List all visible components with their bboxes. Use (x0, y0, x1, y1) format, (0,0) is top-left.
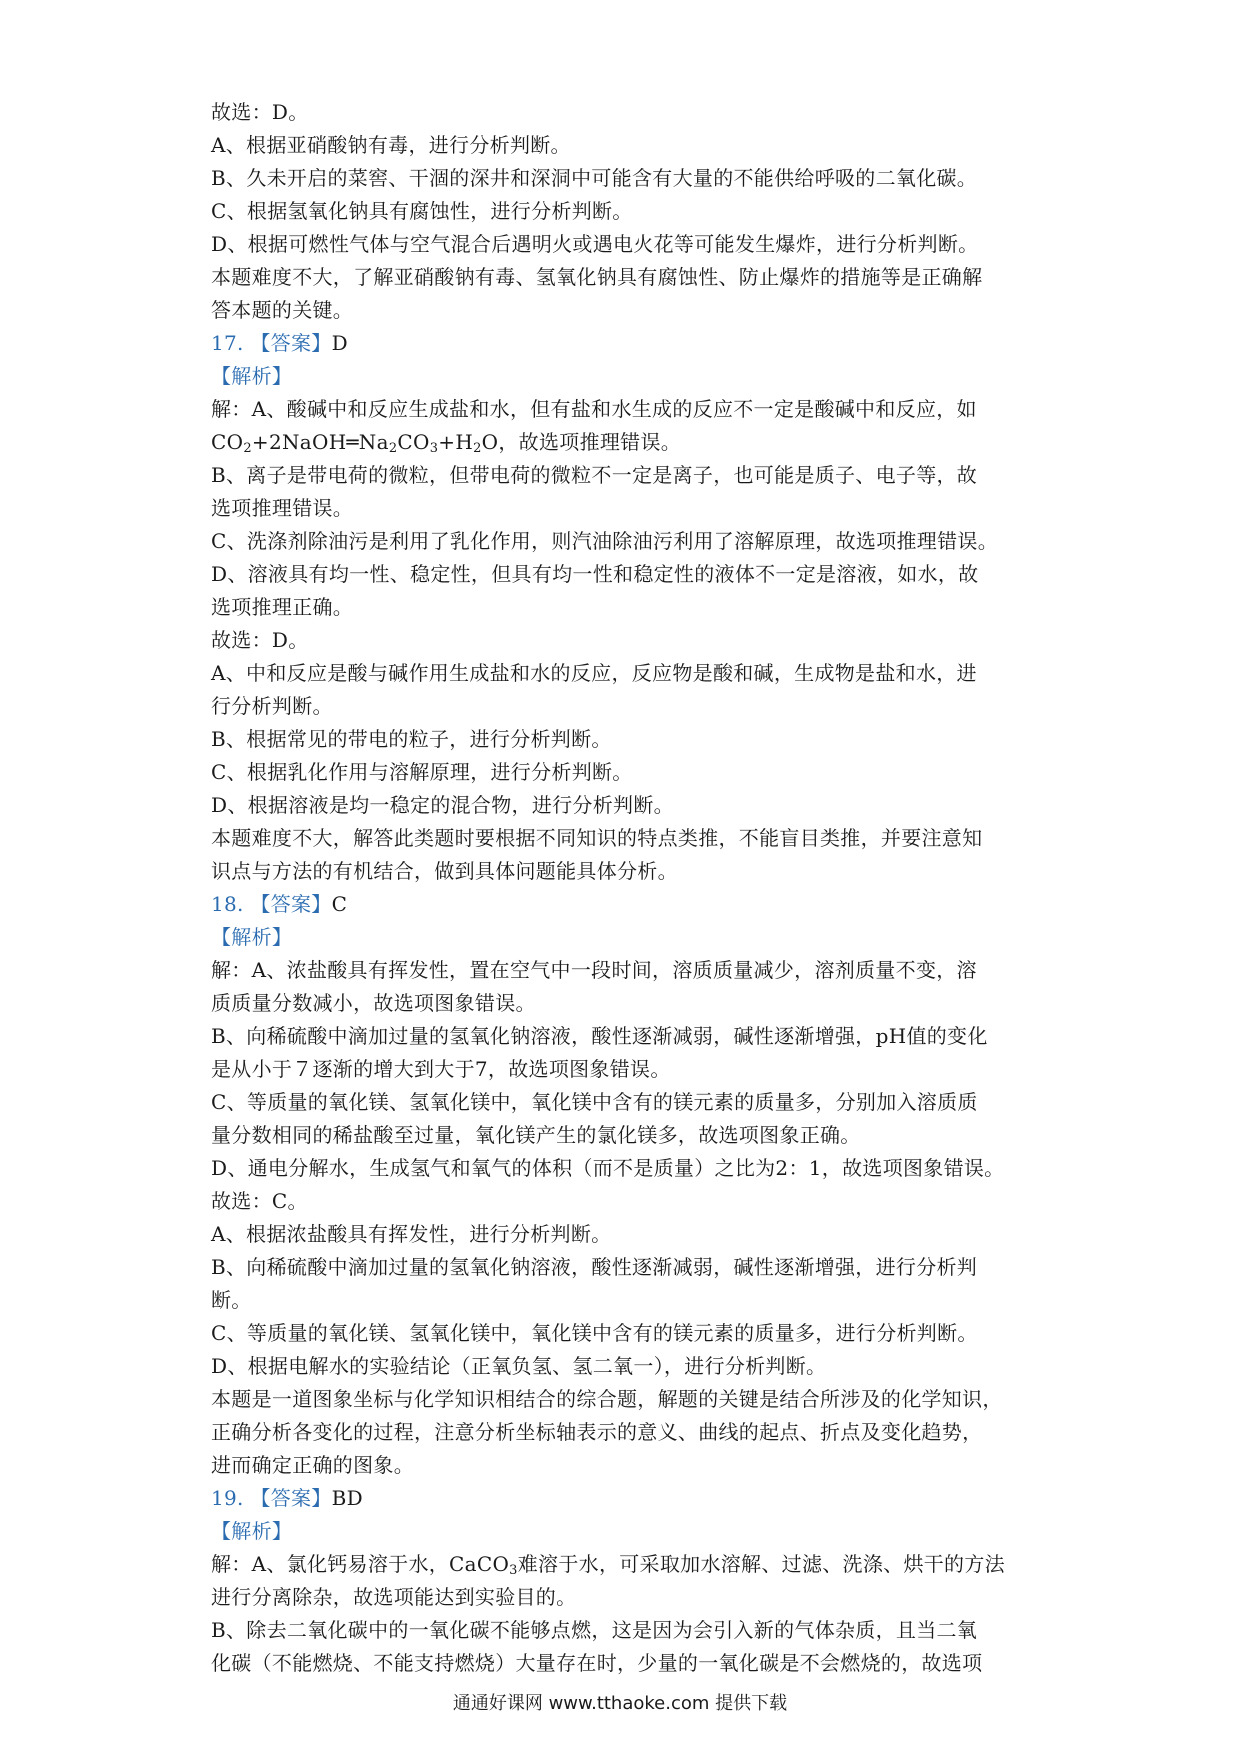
text-line: 解：A、酸碱中和反应生成盐和水，但有盐和水生成的反应不一定是酸碱中和反应，如 (211, 397, 977, 421)
question-number: 19. (211, 1486, 244, 1510)
analysis-label: 【解析】 (211, 925, 293, 949)
text-line: 识点与方法的有机结合，做到具体问题能具体分析。 (211, 859, 678, 883)
answer-value: BD (331, 1486, 363, 1510)
text-line: 解：A、氯化钙易溶于水，CaCO$_3$难溶于水，可采取加水溶解、过滤、洗涤、烘干的方法 (211, 1552, 1005, 1578)
text-line: D、溶液具有均一性、稳定性，但具有均一性和稳定性的液体不一定是溶液，如水，故 (211, 562, 979, 586)
text-line: A、中和反应是酸与碱作用生成盐和水的反应，反应物是酸和碱，生成物是盐和水，进 (211, 661, 977, 685)
question-number: 18. (211, 892, 244, 916)
text-line: 本题难度不大，解答此类题时要根据不同知识的特点类推，不能盲目类推，并要注意知 (211, 826, 983, 850)
answer-label: 【答案】 (250, 1486, 332, 1510)
text-line: 量分数相同的稀盐酸至过量，氧化镁产生的氯化镁多，故选项图象正确。 (211, 1123, 861, 1147)
analysis-label: 【解析】 (211, 1519, 293, 1543)
text-line: 选项推理正确。 (211, 595, 354, 619)
text-line: 解：A、浓盐酸具有挥发性，置在空气中一段时间，溶质质量减少，溶剂质量不变，溶 (211, 958, 977, 982)
q18-answer-line (211, 888, 1051, 921)
text-line: 故选：D。 (211, 628, 309, 652)
text-line: B、除去二氧化碳中的一氧化碳不能够点燃，这是因为会引入新的气体杂质，且当二氧 (211, 1618, 978, 1642)
answer-value: D (331, 331, 348, 355)
answer-label: 【答案】 (250, 331, 332, 355)
text-line: B、久未开启的菜窖、干涸的深井和深洞中可能含有大量的不能供给呼吸的二氧化碳。 (211, 166, 978, 190)
text-line: 进行分离除杂，故选项能达到实验目的。 (211, 1585, 577, 1609)
text-line: B、离子是带电荷的微粒，但带电荷的微粒不一定是离子，也可能是质子、电子等，故 (211, 463, 978, 487)
q19-answer-line (211, 1482, 1051, 1515)
text-line: 正确分析各变化的过程，注意分析坐标轴表示的意义、曲线的起点、折点及变化趋势， (211, 1420, 983, 1444)
text-line: C、等质量的氧化镁、氢氧化镁中，氧化镁中含有的镁元素的质量多，进行分析判断。 (211, 1321, 978, 1345)
text-line: 断。 (211, 1288, 252, 1312)
text-line: 选项推理错误。 (211, 496, 354, 520)
text-line: 故选：C。 (211, 1189, 308, 1213)
text-line: C、根据乳化作用与溶解原理，进行分析判断。 (211, 760, 633, 784)
text-line: 答本题的关键。 (211, 298, 354, 322)
text-line: A、根据亚硝酸钠有毒，进行分析判断。 (211, 133, 571, 157)
text-line: D、根据可燃性气体与空气混合后遇明火或遇电火花等可能发生爆炸，进行分析判断。 (211, 232, 979, 256)
text-line: 质质量分数减小，故选项图象错误。 (211, 991, 536, 1015)
analysis-label: 【解析】 (211, 364, 293, 388)
text-line: B、根据常见的带电的粒子，进行分析判断。 (211, 727, 612, 751)
q17-answer-line (211, 327, 1051, 360)
text-line: 化碳（不能燃烧、不能支持燃烧）大量存在时，少量的一氧化碳是不会燃烧的，故选项 (211, 1651, 983, 1675)
answer-value: C (331, 892, 348, 916)
document-body (211, 96, 1051, 1680)
text-line: B、向稀硫酸中滴加过量的氢氧化钠溶液，酸性逐渐减弱，碱性逐渐增强，进行分析判 (211, 1255, 978, 1279)
text-line: 本题是一道图象坐标与化学知识相结合的综合题，解题的关键是结合所涉及的化学知识， (211, 1387, 1003, 1411)
text-line: D、根据电解水的实验结论（正氧负氢、氢二氧一），进行分析判断。 (211, 1354, 827, 1378)
text-line: D、通电分解水，生成氢气和氧气的体积（而不是质量）之比为2：1，故选项图象错误。 (211, 1156, 1005, 1180)
text-line: 是从小于７逐渐的增大到大于7，故选项图象错误。 (211, 1057, 671, 1081)
answer-label: 【答案】 (250, 892, 332, 916)
text-line: 故选：D。 (211, 100, 309, 124)
chemical-equation: $CO_2+2NaOH═Na_2CO_3+H_2O$，故选项推理错误。 (211, 430, 682, 456)
text-line: C、洗涤剂除油污是利用了乳化作用，则汽油除油污利用了溶解原理，故选项推理错误。 (211, 529, 999, 553)
text-line: 进而确定正确的图象。 (211, 1453, 414, 1477)
text-line: C、等质量的氧化镁、氢氧化镁中，氧化镁中含有的镁元素的质量多，分别加入溶质质 (211, 1090, 978, 1114)
page-footer: 通通好课网 www.tthaoke.com 提供下载 (452, 1693, 788, 1714)
text-line: D、根据溶液是均一稳定的混合物，进行分析判断。 (211, 793, 674, 817)
question-number: 17. (211, 331, 244, 355)
text-line: A、根据浓盐酸具有挥发性，进行分析判断。 (211, 1222, 612, 1246)
text-line: C、根据氢氧化钠具有腐蚀性，进行分析判断。 (211, 199, 633, 223)
text-line: B、向稀硫酸中滴加过量的氢氧化钠溶液，酸性逐渐减弱，碱性逐渐增强，pH值的变化 (211, 1024, 988, 1048)
text-line: 行分析判断。 (211, 694, 333, 718)
text-line: 本题难度不大，了解亚硝酸钠有毒、氢氧化钠具有腐蚀性、防止爆炸的措施等是正确解 (211, 265, 983, 289)
